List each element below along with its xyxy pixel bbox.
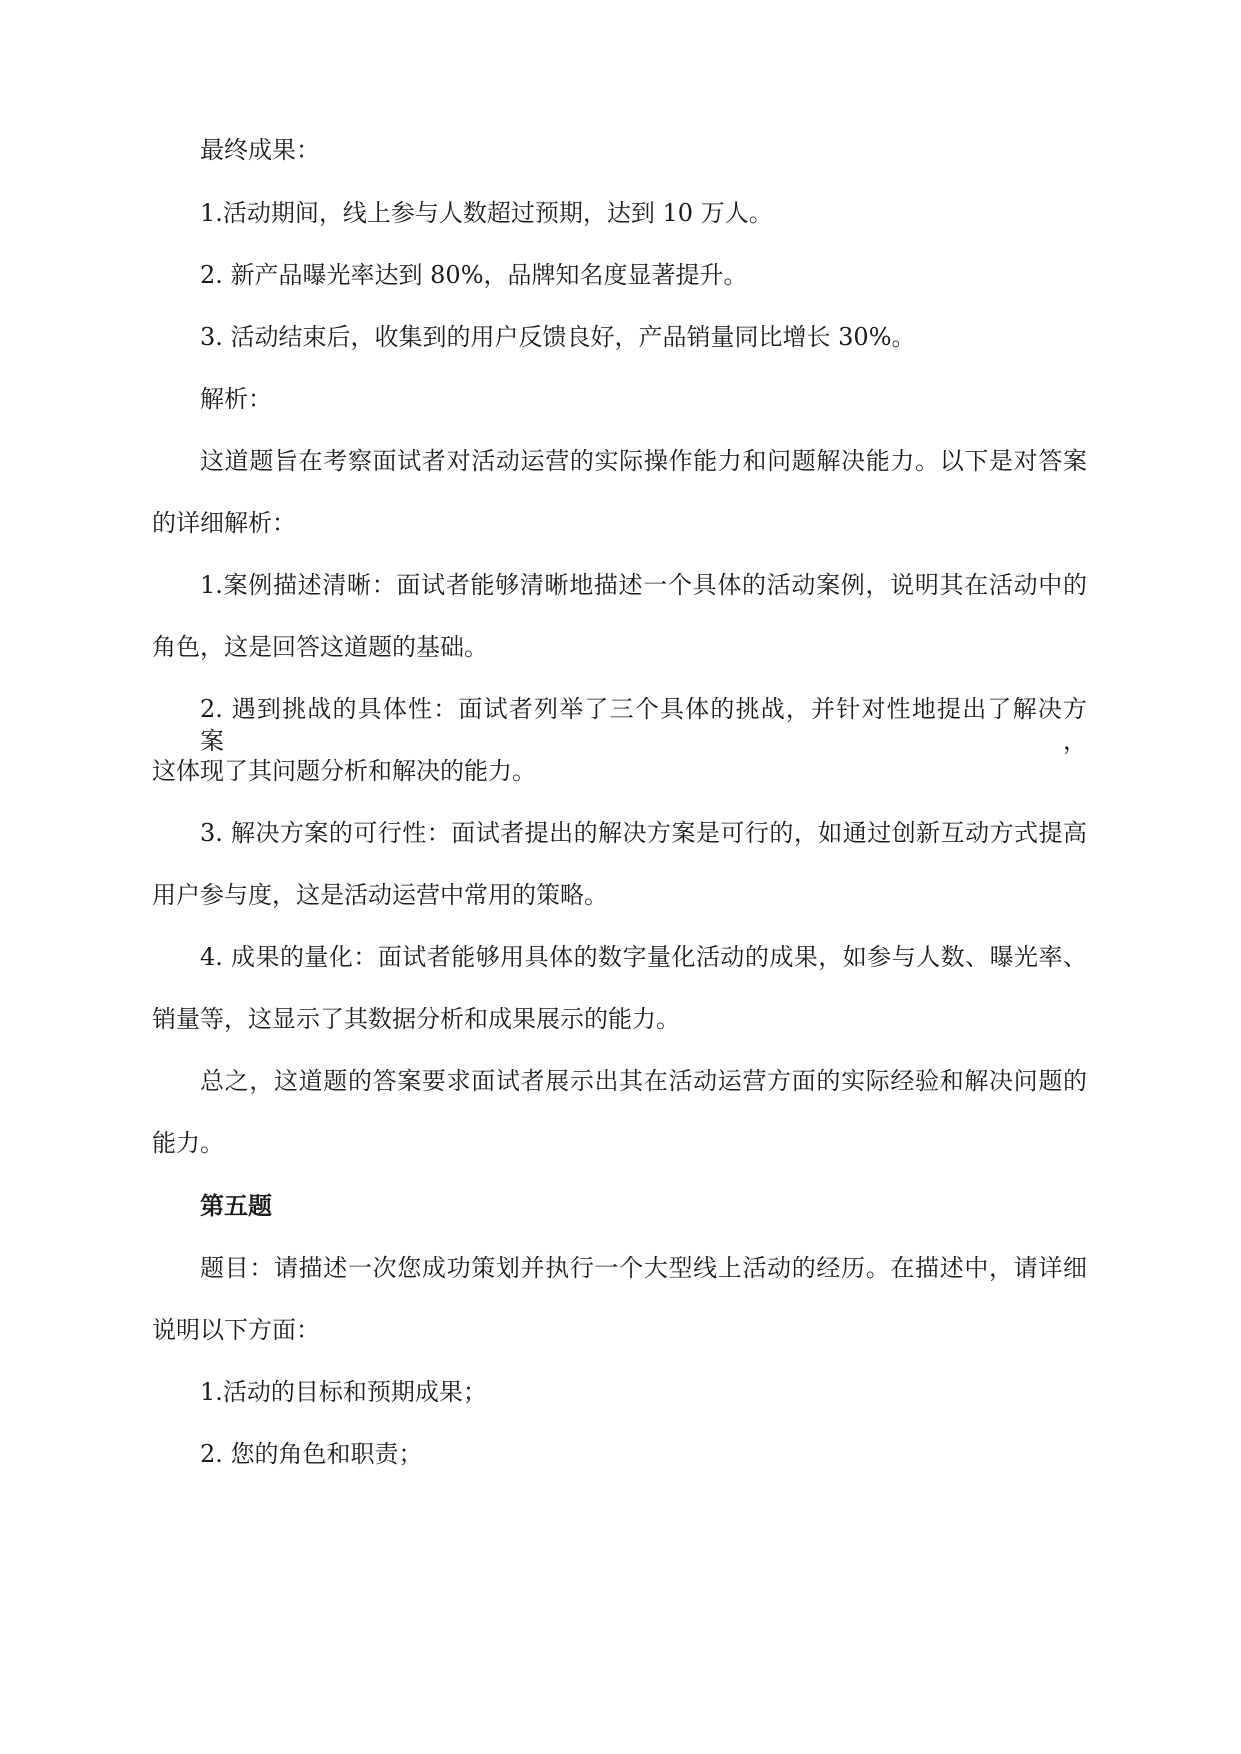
analysis-point-4-line-2: 销量等，这显示了其数据分析和成果展示的能力。: [152, 1005, 680, 1033]
analysis-point-3-line-2: 用户参与度，这是活动运营中常用的策略。: [152, 881, 608, 909]
question-5-prompt-line-1: 题目：请描述一次您成功策划并执行一个大型线上活动的经历。在描述中，请详细: [200, 1254, 1087, 1282]
result-item-3: 3. 活动结束后，收集到的用户反馈良好，产品销量同比增长 30%。: [200, 323, 916, 351]
question-5-item-1: 1.活动的目标和预期成果；: [200, 1378, 487, 1406]
analysis-point-2-line-1: 2. 遇到挑战的具体性：面试者列举了三个具体的挑战，并针对性地提出了解决方案，: [200, 695, 1087, 755]
analysis-heading: 解析：: [200, 385, 272, 413]
analysis-point-3-line-1: 3. 解决方案的可行性：面试者提出的解决方案是可行的，如通过创新互动方式提高: [200, 819, 1087, 847]
result-item-1: 1.活动期间，线上参与人数超过预期，达到 10 万人。: [200, 199, 773, 227]
question-5-item-2: 2. 您的角色和职责；: [200, 1440, 423, 1468]
summary-line-1: 总之，这道题的答案要求面试者展示出其在活动运营方面的实际经验和解决问题的: [200, 1067, 1087, 1095]
question-5-prompt-line-2: 说明以下方面：: [152, 1316, 320, 1344]
analysis-intro-line-2: 的详细解析：: [152, 509, 296, 537]
question-5-heading: 第五题: [200, 1192, 272, 1220]
analysis-point-1-line-1: 1.案例描述清晰：面试者能够清晰地描述一个具体的活动案例，说明其在活动中的: [200, 571, 1087, 599]
result-item-2: 2. 新产品曝光率达到 80%，品牌知名度显著提升。: [200, 261, 748, 289]
analysis-intro-line-1: 这道题旨在考察面试者对活动运营的实际操作能力和问题解决能力。以下是对答案: [200, 447, 1087, 475]
analysis-point-2-line-2: 这体现了其问题分析和解决的能力。: [152, 757, 536, 785]
results-heading: 最终成果：: [200, 136, 320, 164]
analysis-point-1-line-2: 角色，这是回答这道题的基础。: [152, 633, 488, 661]
summary-line-2: 能力。: [152, 1129, 224, 1157]
analysis-point-4-line-1: 4. 成果的量化：面试者能够用具体的数字量化活动的成果，如参与人数、曝光率、: [200, 943, 1087, 971]
